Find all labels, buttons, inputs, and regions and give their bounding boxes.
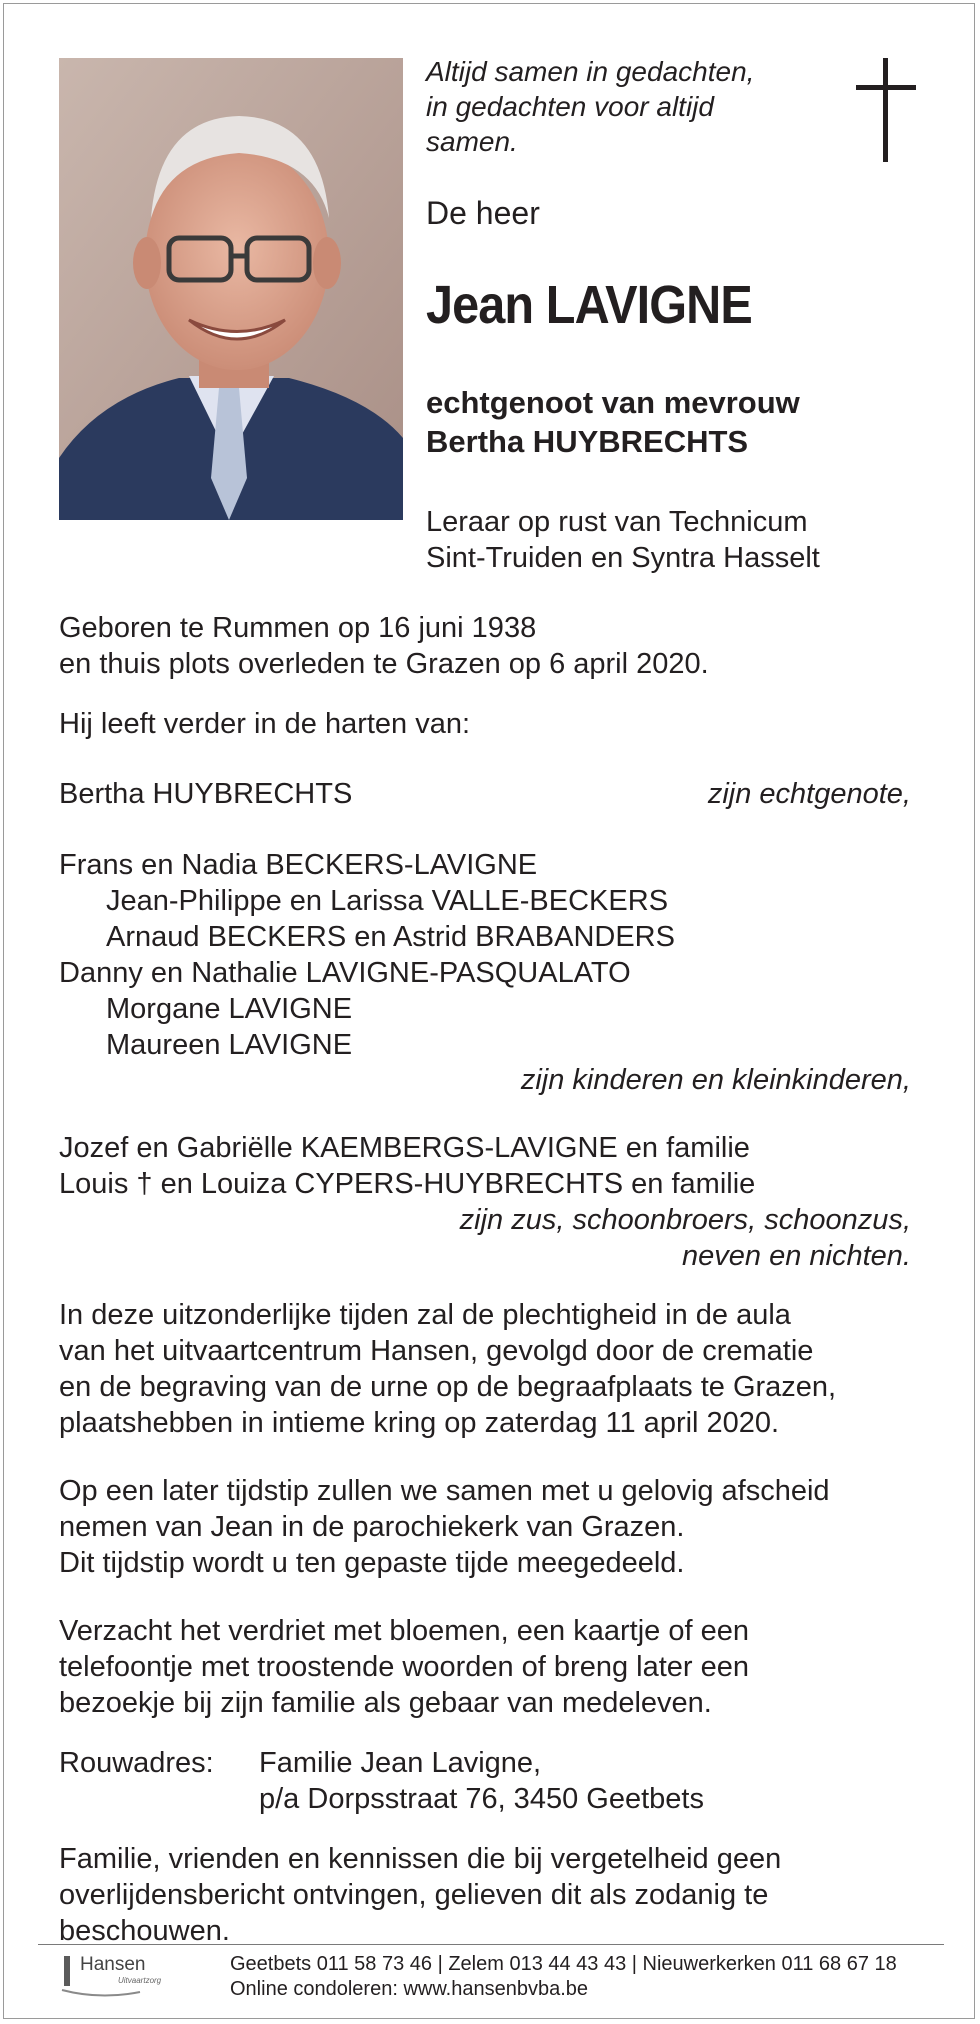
paragraph-line: en de begraving van de urne op de begraafplaats te Grazen,: [59, 1371, 837, 1403]
family-member: Danny en Nathalie LAVIGNE-PASQUALATO: [59, 957, 631, 989]
lives-on-text: Hij leeft verder in de harten van:: [59, 708, 471, 740]
family-member: Frans en Nadia BECKERS-LAVIGNE: [59, 849, 538, 881]
family-member: Morgane LAVIGNE: [106, 993, 353, 1025]
birth-line: Geboren te Rummen op 16 juni 1938: [59, 612, 537, 644]
logo-subtext: Uitvaartzorg: [118, 1976, 162, 1985]
notice-paragraph: [59, 1841, 781, 1949]
cross-icon: [856, 58, 916, 162]
footer-divider: [38, 1944, 944, 1945]
paragraph-line: Op een later tijdstip zullen we samen met u gelovig afscheid: [59, 1475, 830, 1507]
siblings-role: [460, 1202, 911, 1274]
address-line: p/a Dorpsstraat 76, 3450 Geetbets: [259, 1783, 704, 1815]
footer-phone-numbers: Geetbets 011 58 73 46 | Zelem 013 44 43 43 | Nieuwerkerken 011 68 67 18: [230, 1953, 897, 1975]
later-paragraph: [59, 1473, 830, 1581]
quote-line: Altijd samen in gedachten,: [426, 56, 755, 87]
deceased-name: Jean LAVIGNE: [426, 275, 752, 335]
comfort-paragraph: [59, 1613, 749, 1721]
spouse-info: [426, 383, 800, 461]
children-list: [59, 847, 675, 1063]
quote-line: samen.: [426, 126, 518, 157]
spouse-name: Bertha HUYBRECHTS: [426, 424, 749, 459]
quote-line: in gedachten voor altijd: [426, 91, 714, 122]
paragraph-line: nemen van Jean in de parochiekerk van Grazen.: [59, 1511, 685, 1543]
deceased-prefix: De heer: [426, 195, 540, 231]
paragraph-line: bezoekje bij zijn familie als gebaar van medeleven.: [59, 1687, 712, 1719]
occupation: [426, 504, 820, 576]
memorial-quote: [426, 54, 846, 159]
paragraph-line: Dit tijdstip wordt u ten gepaste tijde meegedeeld.: [59, 1547, 685, 1579]
footer-online-condolences[interactable]: Online condoleren: www.hansenbvba.be: [230, 1978, 589, 2000]
family-member: Jean-Philippe en Larissa VALLE-BECKERS: [106, 885, 669, 917]
family-member: Arnaud BECKERS en Astrid BRABANDERS: [106, 921, 675, 953]
birth-death-info: [59, 610, 709, 682]
paragraph-line: In deze uitzonderlijke tijden zal de plechtigheid in de aula: [59, 1299, 791, 1331]
family-spouse-role: zijn echtgenote,: [707, 778, 911, 810]
logo-text: Hansen: [80, 1954, 146, 1975]
occupation-line: Sint-Truiden en Syntra Hasselt: [426, 542, 820, 574]
paragraph-line: Verzacht het verdriet met bloemen, een kaartje of een: [59, 1615, 749, 1647]
family-member: Louis † en Louiza CYPERS-HUYBRECHTS en familie: [59, 1168, 756, 1200]
paragraph-line: overlijdensbericht ontvingen, gelieven dit als zodanig te: [59, 1879, 769, 1911]
role-line: neven en nichten.: [682, 1240, 911, 1272]
family-member: Maureen LAVIGNE: [106, 1029, 353, 1061]
funeral-home-logo: [60, 1950, 200, 2006]
portrait-photo: [59, 58, 403, 520]
paragraph-line: van het uitvaartcentrum Hansen, gevolgd door de crematie: [59, 1335, 814, 1367]
family-member: Jozef en Gabriëlle KAEMBERGS-LAVIGNE en familie: [59, 1132, 750, 1164]
address-lines: [259, 1745, 704, 1817]
death-line: en thuis plots overleden te Grazen op 6 april 2020.: [59, 648, 709, 680]
role-line: zijn zus, schoonbroers, schoonzus,: [459, 1204, 911, 1236]
paragraph-line: beschouwen.: [59, 1915, 230, 1947]
paragraph-line: telefoontje met troostende woorden of breng later een: [59, 1651, 750, 1683]
occupation-line: Leraar op rust van Technicum: [426, 506, 808, 538]
paragraph-line: Familie, vrienden en kennissen die bij vergetelheid geen: [59, 1843, 782, 1875]
paragraph-line: plaatshebben in intieme kring op zaterdag 11 april 2020.: [59, 1407, 780, 1439]
spouse-line: echtgenoot van mevrouw: [426, 385, 800, 420]
ceremony-paragraph: [59, 1297, 836, 1441]
children-role: zijn kinderen en kleinkinderen,: [520, 1064, 911, 1096]
address-line: Familie Jean Lavigne,: [259, 1747, 542, 1779]
address-label: Rouwadres:: [59, 1747, 214, 1779]
family-spouse-name: Bertha HUYBRECHTS: [59, 778, 353, 810]
siblings-list: [59, 1130, 755, 1202]
